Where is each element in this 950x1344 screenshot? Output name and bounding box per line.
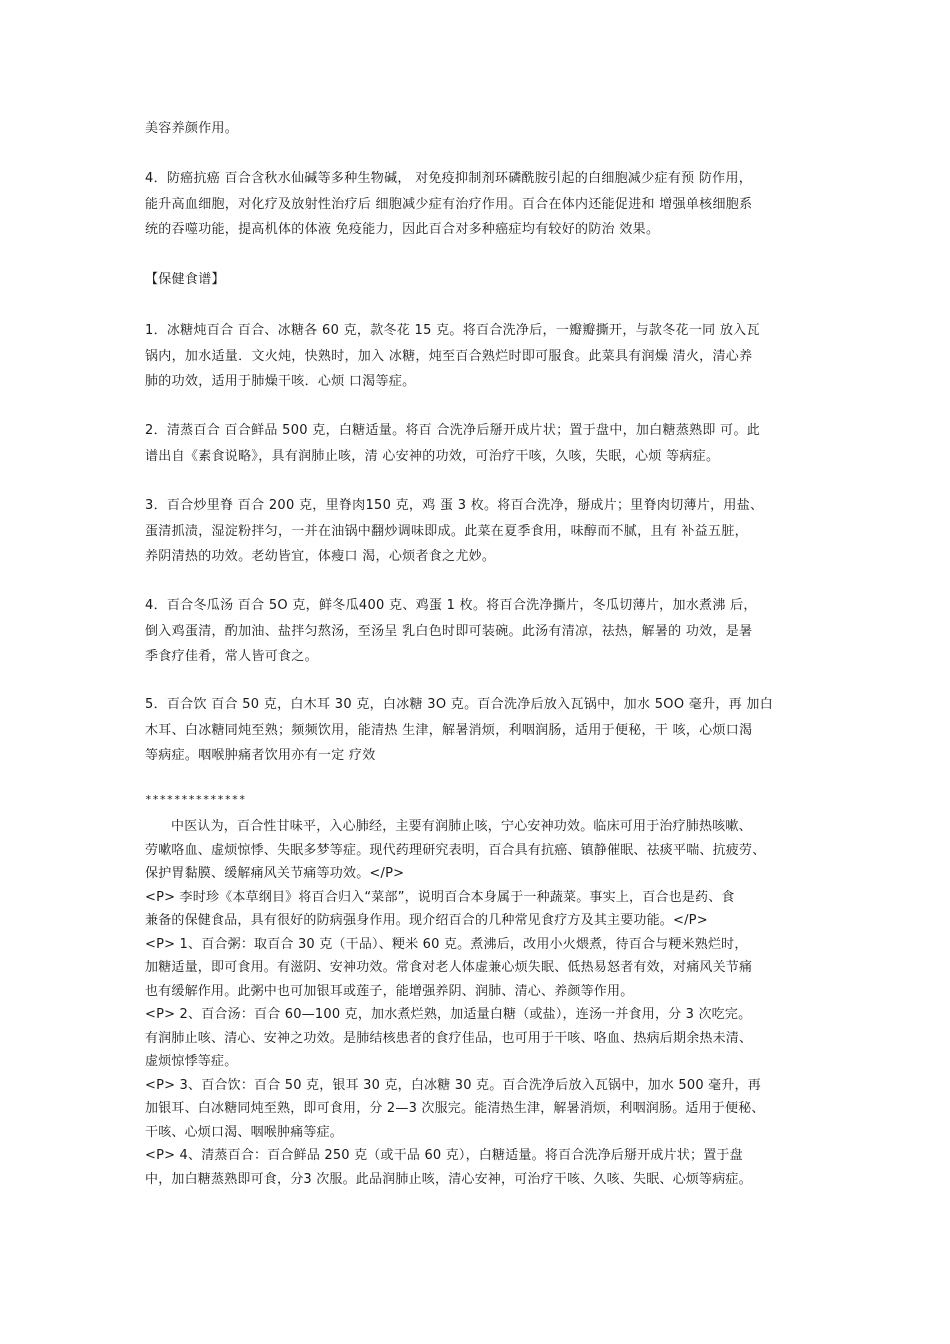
recipe-2-paragraph [145, 418, 813, 469]
text-line: 季食疗佳肴，常人皆可食之。 [145, 649, 318, 664]
text-line: 蛋清抓渍，湿淀粉拌匀，一并在油锅中翻炒调味即成。此菜在夏季食用，味醇而不腻，且有 补益五脏， [145, 523, 748, 539]
recipe-1-paragraph [145, 318, 813, 395]
text-line: 4．防癌抗癌 百合含秋水仙碱等多种生物碱， 对免疫抑制剂环磷酰胺引起的白细胞减少症有预 防作用， [145, 171, 753, 186]
text-line: <P> 3、百合饮：百合 50 克，银耳 30 克，白冰糖 30 克。百合洗净后放入瓦锅中，加水 500 毫升，再 [145, 1077, 761, 1093]
text-line: 劳嗽咯血、虚烦惊悸、失眠多梦等症。现代药理研究表明，百合具有抗癌、镇静催眠、祛痰平喘、抗疲劳、 [145, 842, 766, 858]
text-line: 能升高血细胞，对化疗及放射性治疗后 细胞减少症有治疗作用。百合在体内还能促进和 增强单核细胞系 [145, 196, 753, 212]
recipe-4-paragraph [145, 593, 813, 670]
text-line: 加银耳、白冰糖同炖至熟，即可食用，分 2—3 次服完。能清热生津，解暑消烦，利咽润肠。适用于便秘、 [145, 1101, 765, 1116]
text-line: 2．清蒸百合 百合鲜品 500 克，白糖适量。将百 合洗净后掰开成片状；置于盘中，加白糖蒸熟即 可。此 [145, 423, 761, 438]
text-line: 等病症。咽喉肿痛者饮用亦有一定 疗效 [145, 748, 376, 763]
text-line: 兼备的保健食品，具有很好的防病强身作用。现介绍百合的几种常见食疗方及其主要功能。</P> [145, 913, 708, 928]
text-line: 肺的功效，适用于肺燥干咳．心烦 口渴等症。 [145, 374, 416, 389]
text-line: 虚烦惊悸等症。 [145, 1054, 238, 1069]
text-line: <P> 4、清蒸百合：百合鲜品 250 克（或干品 60 克），白糖适量。将百合洗净后掰开成片状；置于盘 [145, 1148, 743, 1163]
text-line: <P> 1、百合粥：取百合 30 克（干品）、粳米 60 克。煮沸后，改用小火煨煮，待百合与粳米熟烂时， [145, 936, 748, 952]
recipes-heading [145, 267, 813, 293]
separator-line: ************** [145, 793, 247, 806]
text-line: 木耳、白冰糖同炖至熟；频频饮用，能清热 生津，解暑消烦，利咽润肠，适用于便秘，干 咳，心烦口渴 [145, 722, 753, 738]
text-line: 也有缓解作用。此粥中也可加银耳或莲子，能增强养阴、润肺、清心、养颜等作用。 [145, 983, 634, 999]
anticancer-paragraph [145, 166, 813, 243]
text-line: 保护胃黏膜、缓解痛风关节痛等功效。</P> [145, 866, 405, 881]
text-line: 统的吞噬功能，提高机体的体液 免疫能力，因此百合对多种癌症均有较好的防治 效果。 [145, 222, 660, 237]
text-line: 有润肺止咳、清心、安神之功效。是肺结核患者的食疗佳品，也可用于干咳、咯血、热病后期余热未清、 [145, 1030, 753, 1046]
heading-text: 【保健食谱】 [145, 272, 225, 287]
text-line: 1．冰糖炖百合 百合、冰糖各 60 克，款冬花 15 克。将百合洗净后，一瓣瓣撕开，与款冬花一同 放入瓦 [145, 323, 760, 338]
text-line: 加糖适量，即可食用。有滋阴、安神功效。常食对老人体虚兼心烦失眠、低热易怒者有效，对痛风关节痛 [145, 960, 753, 975]
tcm-article [145, 815, 813, 1191]
text-line: 美容养颜作用。 [145, 121, 239, 136]
text-line: 谱出自《素食说略》，具有润肺止咳，清 心安神的功效，可治疗干咳，久咳，失眠，心烦 等病症。 [145, 448, 720, 464]
recipe-3-paragraph [145, 493, 813, 570]
text-line: 锅内，加水适量．文火炖，快熟时，加入 冰糖，炖至百合熟烂时即可服食。此菜具有润燥 清火，清心养 [145, 348, 753, 364]
text-line: <P> 2、百合汤：百合 60—100 克，加水煮烂熟，加适量白糖（或盐），连汤一并食用，分 3 次吃完。 [145, 1007, 752, 1022]
text-line: 中，加白糖蒸熟即可食，分3 次服。此品润肺止咳，清心安神，可治疗干咳、久咳、失眠、心烦等病症。 [145, 1171, 752, 1187]
text-line: 干咳、心烦口渴、咽喉肿痛等症。 [145, 1124, 344, 1140]
intro-fragment [145, 116, 813, 142]
text-line: 3．百合炒里脊 百合 200 克，里脊肉150 克，鸡 蛋 3 枚。将百合洗净，掰成片；里脊肉切薄片，用盐、 [145, 498, 764, 513]
text-line: 5．百合饮 百合 50 克，白木耳 30 克，白冰糖 3O 克。百合洗净后放入瓦锅中，加水 5OO 毫升，再 加白 [145, 697, 774, 712]
text-line: 倒入鸡蛋清，酌加油、盐拌匀熬汤，至汤呈 乳白色时即可装碗。此汤有清凉，祛热，解暑的 功效，是暑 [145, 623, 753, 639]
text-line: 4．百合冬瓜汤 百合 5O 克，鲜冬瓜400 克、鸡蛋 1 枚。将百合洗净撕片，冬瓜切薄片，加水煮沸 后， [145, 598, 757, 613]
text-line: 养阴清热的功效。老幼皆宜，体瘦口 渴，心烦者食之尤妙。 [145, 549, 496, 564]
recipe-5-paragraph [145, 692, 813, 769]
text-line: <P> 李时珍《本草纲目》将百合归入“菜部”，说明百合本身属于一种蔬菜。事实上，百合也是药、食 [145, 889, 735, 905]
text-line: 中医认为，百合性甘味平，入心肺经，主要有润肺止咳，宁心安神功效。临床可用于治疗肺热咳嗽、 [171, 819, 752, 834]
